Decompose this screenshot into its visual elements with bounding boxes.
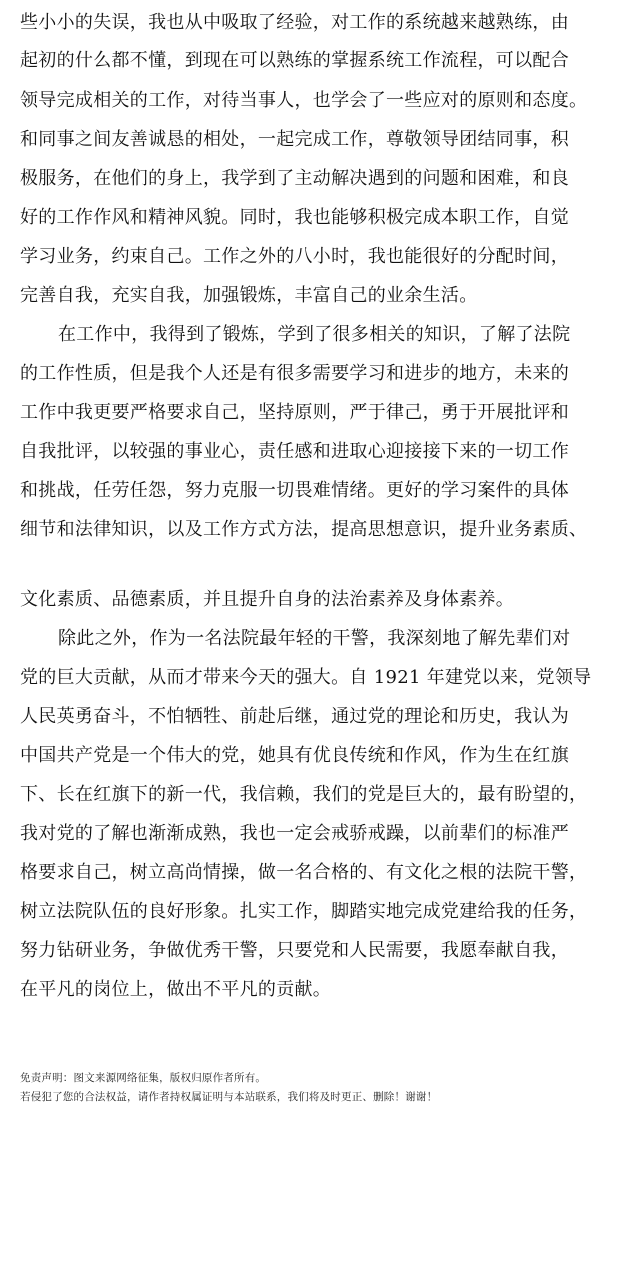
text-line: 在平凡的岗位上，做出不平凡的贡献。	[20, 979, 332, 1000]
text-line: 党的巨大贡献，从而才带来今天的强大。自 1921 年建党以来，党领导	[20, 667, 592, 688]
text-line: 极服务，在他们的身上，我学到了主动解决遇到的问题和困难，和良	[20, 168, 569, 189]
text-line: 些小小的失误，我也从中吸取了经验，对工作的系统越来越熟练，由	[20, 12, 569, 33]
text-line: 细节和法律知识，以及工作方式方法，提高思想意识，提升业务素质、	[20, 519, 588, 540]
text-line: 领导完成相关的工作，对待当事人，也学会了一些应对的原则和态度。	[20, 90, 588, 111]
text-line: 和挑战，任劳任怨，努力克服一切畏难情绪。更好的学习案件的具体	[20, 480, 569, 501]
text-line: 和同事之间友善诚恳的相处，一起完成工作，尊敬领导团结同事，积	[20, 129, 569, 150]
text-line: 工作中我更要严格要求自己，坚持原则，严于律己，勇于开展批评和	[20, 402, 569, 423]
text-line: 文化素质、品德素质，并且提升自身的法治素养及身体素养。	[20, 589, 515, 610]
disclaimer-line-1: 免责声明：图文来源网络征集，版权归原作者所有。	[20, 1072, 267, 1084]
text-line: 树立法院队伍的良好形象。扎实工作，脚踏实地完成党建给我的任务，	[20, 901, 588, 922]
text-line: 我对党的了解也渐渐成熟，我也一定会戒骄戒躁，以前辈们的标准严	[20, 823, 569, 844]
text-line: 完善自我，充实自我，加强锻炼，丰富自己的业余生活。	[20, 285, 478, 306]
text-line: 下、长在红旗下的新一代，我信赖，我们的党是巨大的，最有盼望的，	[20, 784, 588, 805]
text-line: 的工作性质，但是我个人还是有很多需要学习和进步的地方，未来的	[20, 363, 569, 384]
disclaimer-line-2: 若侵犯了您的合法权益，请作者持权属证明与本站联系，我们将及时更正、删除！谢谢！	[20, 1091, 438, 1103]
text-line: 学习业务，约束自己。工作之外的八小时，我也能很好的分配时间，	[20, 246, 569, 267]
text-line: 好的工作作风和精神风貌。同时，我也能够积极完成本职工作，自觉	[20, 207, 569, 228]
paragraph-first-line: 除此之外，作为一名法院最年轻的干警，我深刻地了解先辈们对	[58, 628, 571, 649]
paragraph-first-line: 在工作中，我得到了锻炼，学到了很多相关的知识，了解了法院	[58, 324, 571, 345]
text-line: 起初的什么都不懂，到现在可以熟练的掌握系统工作流程，可以配合	[20, 50, 569, 71]
text-line: 自我批评，以较强的事业心，责任感和进取心迎接接下来的一切工作	[20, 441, 569, 462]
text-line: 格要求自己，树立高尚情操，做一名合格的、有文化之根的法院干警，	[20, 862, 588, 883]
text-line: 中国共产党是一个伟大的党，她具有优良传统和作风，作为生在红旗	[20, 745, 569, 766]
text-line: 人民英勇奋斗，不怕牺牲、前赴后继，通过党的理论和历史，我认为	[20, 706, 569, 727]
text-line: 努力钻研业务，争做优秀干警，只要党和人民需要，我愿奉献自我，	[20, 940, 569, 961]
